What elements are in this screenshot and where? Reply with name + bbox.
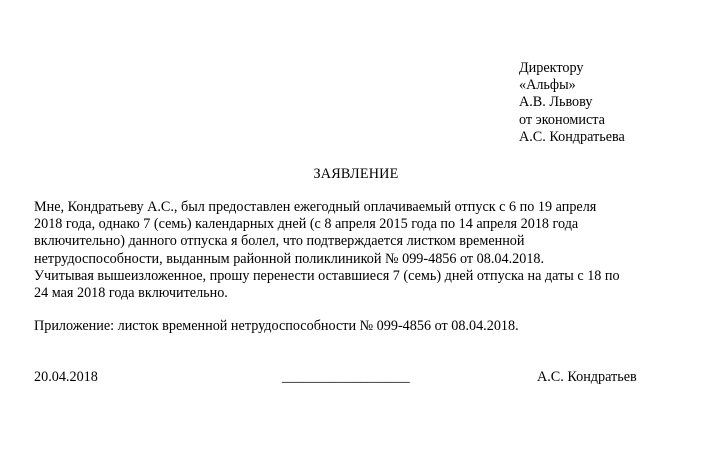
statement-body bbox=[34, 199, 634, 302]
body-line: 2018 года, однако 7 (семь) календарных дней (с 8 апреля 2015 года по 14 апреля 2018 года bbox=[34, 216, 579, 233]
document-title: ЗАЯВЛЕНИЕ bbox=[313, 166, 399, 182]
signer-name: А.С. Кондратьев bbox=[537, 369, 637, 385]
body-line: Учитывая вышеизложенное, прошу перенести оставшиеся 7 (семь) дней отпуска на даты с 18 по bbox=[34, 267, 620, 284]
signature-line: __________________ bbox=[282, 369, 410, 385]
sender-position: от экономиста bbox=[519, 111, 605, 128]
attachment-note: Приложение: листок временной нетрудоспособности № 099-4856 от 08.04.2018. bbox=[34, 318, 519, 334]
body-line: нетрудоспособности, выданным районной поликлиникой № 099-4856 от 08.04.2018. bbox=[34, 250, 545, 267]
addressee-organization: «Альфы» bbox=[519, 77, 576, 94]
body-line: 24 мая 2018 года включительно. bbox=[34, 285, 228, 302]
addressee-block bbox=[519, 60, 625, 146]
sender-name: А.С. Кондратьева bbox=[519, 128, 625, 145]
document-date: 20.04.2018 bbox=[34, 369, 98, 385]
body-line: включительно) данного отпуска я болел, что подтверждается листком временной bbox=[34, 233, 525, 250]
addressee-position: Директору bbox=[519, 60, 584, 76]
body-line: Мне, Кондратьеву А.С., был предоставлен ежегодный оплачиваемый отпуск с 6 по 19 апреля bbox=[34, 199, 597, 215]
addressee-name: А.В. Львову bbox=[519, 94, 593, 111]
